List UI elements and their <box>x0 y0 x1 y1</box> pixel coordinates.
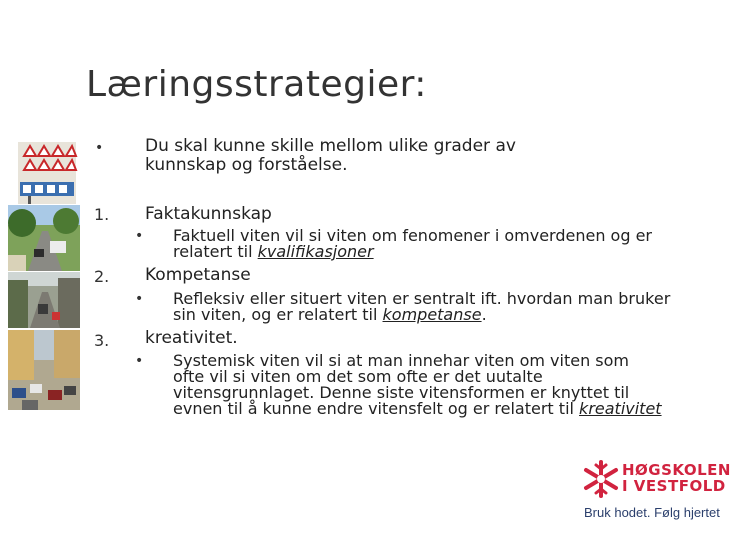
market-street-photo <box>8 272 80 328</box>
item-text-3: Systemisk viten vil si at man innehar viten om viten som ofte vil si viten om det som ofte er det uutalte vitensgrunnlaget. Denne siste vitensformen er knyttet til evnen til å kunne endre vitensfelt og er relatert til kreativitet <box>173 351 662 418</box>
item-heading-3: kreativitet. <box>145 328 238 348</box>
item-heading-1: Faktakunnskap <box>145 204 272 224</box>
item-text-1: Faktuell viten vil si viten om fenomener i omverdenen og er relatert til kvalifikasjoner <box>173 226 652 261</box>
item-number-3: 3. <box>94 331 110 350</box>
intro-bullet: • <box>95 140 104 156</box>
snowflake-logo-icon <box>582 460 620 498</box>
item-number-2: 2. <box>94 267 110 286</box>
item-text-2: Refleksiv eller situert viten er sentralt ift. hvordan man bruker sin viten, og er relatert til kompetanse. <box>173 289 671 324</box>
item-link-3: kreativitet <box>579 399 662 418</box>
intro-text: Du skal kunne skille mellom ulike grader av kunnskap og forståelse. <box>145 136 516 175</box>
item-link-2: kompetanse <box>382 305 482 324</box>
item-bullet-3: • <box>135 353 144 369</box>
item-number-1: 1. <box>94 205 110 224</box>
street-traffic-photo <box>8 205 80 271</box>
logo-slogan: Bruk hodet. Følg hjertet <box>584 505 720 520</box>
item-link-1: kvalifikasjoner <box>257 242 374 261</box>
slide-title: Læringsstrategier: <box>86 64 427 105</box>
item-heading-2: Kompetanse <box>145 265 251 285</box>
city-traffic-photo <box>8 330 80 410</box>
road-signs-photo <box>18 142 76 204</box>
college-logo <box>580 458 731 528</box>
item-bullet-2: • <box>135 291 144 307</box>
logo-name: HØGSKOLEN I VESTFOLD <box>622 461 731 495</box>
item-bullet-1: • <box>135 228 144 244</box>
